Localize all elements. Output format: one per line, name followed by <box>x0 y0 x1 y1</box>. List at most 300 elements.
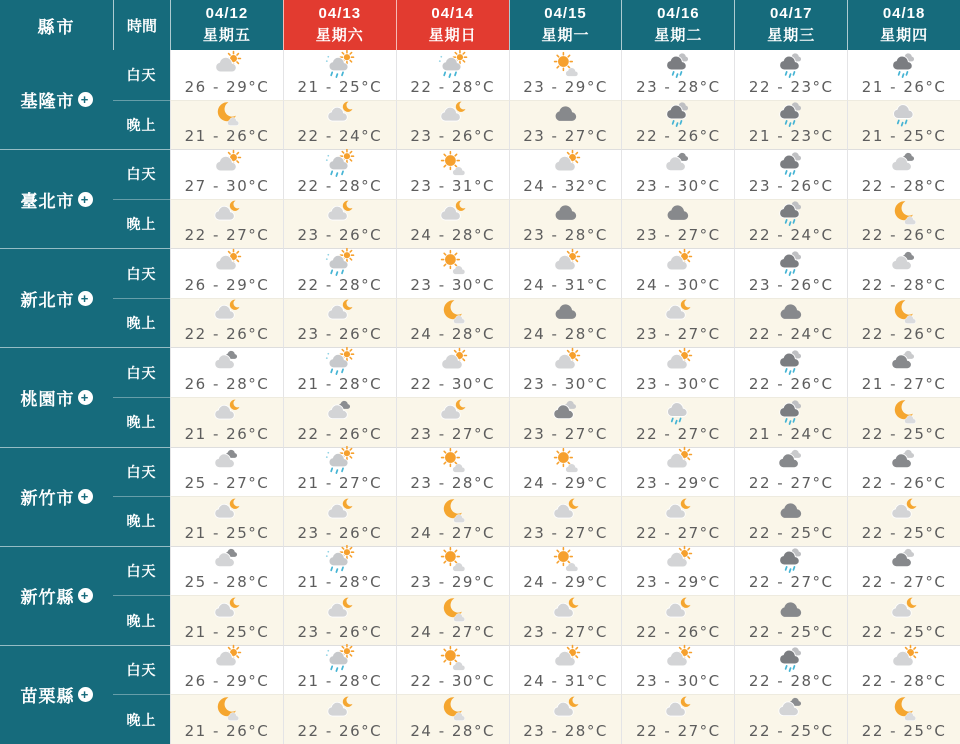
forecast-cell-04-14-night <box>396 298 509 348</box>
forecast-cell-04-13-day <box>283 447 396 497</box>
mostly-cloudy-icon <box>322 399 358 425</box>
weather-icon-wrap <box>660 498 696 524</box>
forecast-cell-04-12-night <box>170 397 283 447</box>
date-column-header-04-17 <box>734 0 847 50</box>
sun-shower-icon <box>322 547 358 573</box>
temperature-range: 26 - 28°C <box>184 375 270 393</box>
forecast-cell-04-18-night <box>847 199 960 249</box>
forecast-cell-04-16-day <box>621 50 734 100</box>
temperature-range: 24 - 28°C <box>410 325 495 344</box>
forecast-cell-04-15-day <box>509 248 622 298</box>
temperature-range: 23 - 30°C <box>636 672 721 691</box>
temperature-range: 22 - 24°C <box>748 226 834 245</box>
temperature-range: 22 - 28°C <box>861 672 947 691</box>
forecast-cell-04-14-day <box>396 149 509 199</box>
temperature-range: 24 - 32°C <box>523 176 608 195</box>
expand-city-icon[interactable]: + <box>78 291 93 306</box>
partly-cloudy-night-icon <box>886 498 922 524</box>
weather-icon-wrap <box>773 448 809 474</box>
temperature-range: 22 - 27°C <box>748 573 834 592</box>
temperature-range: 21 - 28°C <box>297 672 383 691</box>
temperature-range: 22 - 26°C <box>636 127 721 146</box>
temperature-range: 23 - 27°C <box>523 424 608 443</box>
city-row-新竹縣 <box>0 546 960 645</box>
forecast-cell-04-13-day <box>283 347 396 397</box>
partly-cloudy-day-icon <box>548 151 584 177</box>
date-column-header-04-16 <box>621 0 734 50</box>
header-date-label: 04/13 <box>318 5 362 23</box>
weather-icon-wrap <box>886 299 922 325</box>
forecast-cell-04-16-day <box>621 546 734 596</box>
temperature-range: 23 - 26°C <box>297 622 383 641</box>
partly-cloudy-night-icon <box>548 498 584 524</box>
forecast-cell-04-16-night <box>621 199 734 249</box>
forecast-cell-04-15-day <box>509 50 622 100</box>
time-column-header: 時間 <box>113 0 170 50</box>
temperature-range: 24 - 28°C <box>410 226 495 245</box>
forecast-cell-04-13-day <box>283 50 396 100</box>
city-name: 基隆市 <box>20 92 75 112</box>
city-name: 新北市 <box>20 290 75 310</box>
partly-cloudy-day-icon <box>660 349 696 375</box>
temperature-range: 23 - 29°C <box>523 77 608 96</box>
city-forecast-rows <box>113 447 960 546</box>
temperature-range: 26 - 29°C <box>184 275 270 294</box>
day-label-cell: 白天 <box>113 546 170 596</box>
forecast-cell-04-16-night <box>621 397 734 447</box>
mostly-clear-night-icon <box>209 101 245 127</box>
forecast-cell-04-12-night <box>170 595 283 645</box>
cloudy-icon <box>773 498 809 524</box>
city-row-桃園市 <box>0 347 960 446</box>
weather-icon-wrap <box>209 200 245 226</box>
weather-icon-wrap <box>886 200 922 226</box>
weather-icon-wrap <box>209 101 245 127</box>
temperature-range: 23 - 28°C <box>636 77 721 96</box>
temperature-range: 22 - 30°C <box>410 672 495 691</box>
forecast-cell-04-17-night <box>734 595 847 645</box>
temperature-range: 22 - 25°C <box>861 424 947 443</box>
day-label-cell: 白天 <box>113 447 170 497</box>
weather-icon-wrap <box>886 646 922 672</box>
sun-shower-icon <box>322 250 358 276</box>
sun-shower-icon <box>322 448 358 474</box>
mostly-cloudy-dark-icon <box>886 547 922 573</box>
forecast-cell-04-12-night <box>170 199 283 249</box>
date-column-header-04-15 <box>509 0 622 50</box>
partly-cloudy-night-icon <box>548 696 584 722</box>
weather-icon-wrap <box>322 498 358 524</box>
weather-icon-wrap <box>435 151 471 177</box>
temperature-range: 24 - 27°C <box>410 523 495 542</box>
rain-icon <box>773 151 809 177</box>
forecast-cell-04-18-day <box>847 645 960 695</box>
temperature-range: 22 - 23°C <box>748 77 834 96</box>
mostly-cloudy-dark-icon <box>886 349 922 375</box>
temperature-range: 22 - 24°C <box>748 325 834 344</box>
forecast-cell-04-15-night <box>509 199 622 249</box>
weather-icon-wrap <box>435 399 471 425</box>
mostly-clear-night-icon <box>435 299 471 325</box>
weather-icon-wrap <box>435 646 471 672</box>
weather-icon-wrap <box>209 299 245 325</box>
weather-icon-wrap <box>886 151 922 177</box>
temperature-range: 22 - 24°C <box>297 127 383 146</box>
sun-shower-icon <box>322 646 358 672</box>
temperature-range: 22 - 28°C <box>748 672 834 691</box>
temperature-range: 23 - 26°C <box>297 523 383 542</box>
night-row <box>113 595 960 645</box>
forecast-cell-04-18-day <box>847 447 960 497</box>
mostly-cloudy-dark-icon <box>773 448 809 474</box>
weather-icon-wrap <box>209 52 245 78</box>
partly-cloudy-night-icon <box>660 696 696 722</box>
forecast-cell-04-18-day <box>847 347 960 397</box>
forecast-cell-04-14-night <box>396 595 509 645</box>
mostly-cloudy-icon <box>886 250 922 276</box>
table-header <box>0 0 960 50</box>
forecast-cell-04-14-day <box>396 645 509 695</box>
weather-icon-wrap <box>435 52 471 78</box>
forecast-cell-04-13-night <box>283 397 396 447</box>
temperature-range: 24 - 29°C <box>523 474 608 493</box>
temperature-range: 21 - 27°C <box>861 375 947 393</box>
rain-icon <box>773 646 809 672</box>
mostly-clear-night-icon <box>886 399 922 425</box>
weather-icon-wrap <box>886 101 922 127</box>
forecast-cell-04-14-day <box>396 546 509 596</box>
temperature-range: 23 - 26°C <box>748 176 834 195</box>
temperature-range: 22 - 25°C <box>861 622 947 641</box>
weather-icon-wrap <box>548 646 584 672</box>
partly-cloudy-night-icon <box>435 399 471 425</box>
weather-icon-wrap <box>209 498 245 524</box>
temperature-range: 23 - 30°C <box>636 375 721 393</box>
forecast-cell-04-18-day <box>847 50 960 100</box>
partly-cloudy-night-icon <box>660 299 696 325</box>
weather-icon-wrap <box>886 597 922 623</box>
mostly-sunny-icon <box>435 250 471 276</box>
weather-icon-wrap <box>660 349 696 375</box>
weather-icon-wrap <box>773 151 809 177</box>
forecast-cell-04-12-day <box>170 645 283 695</box>
weather-icon-wrap <box>660 696 696 722</box>
temperature-range: 22 - 30°C <box>410 375 495 393</box>
weather-icon-wrap <box>322 52 358 78</box>
forecast-cell-04-12-night <box>170 100 283 150</box>
rain-icon <box>660 101 696 127</box>
forecast-cell-04-16-night <box>621 694 734 744</box>
light-rain-icon <box>886 101 922 127</box>
temperature-range: 23 - 29°C <box>636 474 721 493</box>
weather-icon-wrap <box>660 200 696 226</box>
partly-cloudy-night-icon <box>660 498 696 524</box>
partly-cloudy-night-icon <box>209 399 245 425</box>
weather-icon-wrap <box>435 200 471 226</box>
weather-icon-wrap <box>660 597 696 623</box>
partly-cloudy-night-icon <box>660 597 696 623</box>
forecast-cell-04-17-night <box>734 100 847 150</box>
forecast-cell-04-13-night <box>283 199 396 249</box>
date-column-header-04-18 <box>847 0 960 50</box>
mostly-cloudy-icon <box>209 349 245 375</box>
cloudy-icon <box>773 597 809 623</box>
sun-shower-icon <box>322 52 358 78</box>
weather-icon-wrap <box>886 52 922 78</box>
weather-icon-wrap <box>548 597 584 623</box>
temperature-range: 21 - 23°C <box>748 127 834 146</box>
cloudy-icon <box>773 299 809 325</box>
temperature-range: 23 - 26°C <box>297 226 383 245</box>
city-forecast-rows <box>113 645 960 744</box>
temperature-range: 23 - 30°C <box>636 176 721 195</box>
city-row-新竹市 <box>0 447 960 546</box>
temperature-range: 23 - 27°C <box>523 127 608 146</box>
forecast-cell-04-12-night <box>170 694 283 744</box>
forecast-cell-04-15-day <box>509 645 622 695</box>
forecast-cell-04-13-day <box>283 248 396 298</box>
city-cell-桃園市[interactable] <box>0 347 113 446</box>
header-weekday-label: 星期二 <box>654 27 703 44</box>
expand-city-icon[interactable]: + <box>78 588 93 603</box>
temperature-range: 21 - 26°C <box>861 77 947 96</box>
temperature-range: 24 - 31°C <box>523 672 608 691</box>
forecast-cell-04-15-night <box>509 496 622 546</box>
weather-icon-wrap <box>773 250 809 276</box>
temperature-range: 23 - 29°C <box>410 573 495 592</box>
forecast-cell-04-14-night <box>396 496 509 546</box>
weather-icon-wrap <box>435 597 471 623</box>
night-label-cell: 晚上 <box>113 298 170 348</box>
night-row <box>113 199 960 249</box>
weather-icon-wrap <box>773 52 809 78</box>
city-name: 桃園市 <box>20 389 75 409</box>
weather-icon-wrap <box>209 151 245 177</box>
forecast-cell-04-17-night <box>734 298 847 348</box>
temperature-range: 23 - 27°C <box>636 325 721 344</box>
mostly-clear-night-icon <box>209 696 245 722</box>
temperature-range: 23 - 27°C <box>523 523 608 542</box>
rain-icon <box>773 101 809 127</box>
temperature-range: 24 - 28°C <box>410 722 495 740</box>
day-row <box>113 546 960 596</box>
mostly-sunny-icon <box>548 448 584 474</box>
partly-cloudy-night-icon <box>435 200 471 226</box>
weather-icon-wrap <box>322 299 358 325</box>
temperature-range: 23 - 26°C <box>410 127 495 146</box>
forecast-cell-04-12-day <box>170 546 283 596</box>
weather-icon-wrap <box>886 547 922 573</box>
sun-shower-icon <box>435 52 471 78</box>
weather-icon-wrap <box>773 696 809 722</box>
weather-icon-wrap <box>322 547 358 573</box>
mostly-clear-night-icon <box>886 696 922 722</box>
weather-icon-wrap <box>435 696 471 722</box>
partly-cloudy-night-icon <box>209 597 245 623</box>
rain-icon <box>773 547 809 573</box>
temperature-range: 21 - 28°C <box>297 573 383 592</box>
forecast-cell-04-16-night <box>621 100 734 150</box>
rain-icon <box>773 52 809 78</box>
mostly-cloudy-icon <box>209 547 245 573</box>
weather-icon-wrap <box>435 448 471 474</box>
forecast-cell-04-17-night <box>734 199 847 249</box>
forecast-cell-04-16-day <box>621 149 734 199</box>
rain-icon <box>773 200 809 226</box>
header-weekday-label: 星期三 <box>767 27 816 44</box>
mostly-sunny-icon <box>435 547 471 573</box>
city-cell-苗栗縣[interactable] <box>0 645 113 744</box>
sun-shower-icon <box>322 151 358 177</box>
mostly-cloudy-icon <box>209 448 245 474</box>
temperature-range: 22 - 26°C <box>748 375 834 393</box>
forecast-cell-04-13-night <box>283 595 396 645</box>
day-label-cell: 白天 <box>113 347 170 397</box>
header-weekday-label: 星期日 <box>428 27 477 44</box>
partly-cloudy-night-icon <box>209 498 245 524</box>
header-date-label: 04/12 <box>205 5 249 23</box>
weather-icon-wrap <box>209 646 245 672</box>
expand-city-icon[interactable]: + <box>78 687 93 702</box>
night-row <box>113 694 960 744</box>
city-forecast-rows <box>113 248 960 347</box>
city-row-新北市 <box>0 248 960 347</box>
forecast-cell-04-12-day <box>170 447 283 497</box>
city-cell-新竹縣[interactable] <box>0 546 113 645</box>
weather-icon-wrap <box>209 399 245 425</box>
forecast-cell-04-13-day <box>283 149 396 199</box>
expand-city-icon[interactable]: + <box>78 489 93 504</box>
partly-cloudy-day-icon <box>209 646 245 672</box>
forecast-cell-04-14-day <box>396 50 509 100</box>
forecast-cell-04-14-night <box>396 694 509 744</box>
weather-icon-wrap <box>660 547 696 573</box>
header-weekday-label: 星期六 <box>315 27 364 44</box>
city-name: 苗栗縣 <box>20 687 75 707</box>
expand-city-icon[interactable]: + <box>78 192 93 207</box>
forecast-cell-04-16-day <box>621 248 734 298</box>
partly-cloudy-day-icon <box>660 250 696 276</box>
cloudy-icon <box>548 299 584 325</box>
partly-cloudy-night-icon <box>322 299 358 325</box>
forecast-cell-04-12-day <box>170 248 283 298</box>
temperature-range: 22 - 26°C <box>636 622 721 641</box>
forecast-cell-04-13-night <box>283 496 396 546</box>
mostly-clear-night-icon <box>435 696 471 722</box>
forecast-cell-04-16-day <box>621 645 734 695</box>
weather-icon-wrap <box>660 250 696 276</box>
night-label-cell: 晚上 <box>113 199 170 249</box>
forecast-cell-04-17-day <box>734 50 847 100</box>
temperature-range: 22 - 27°C <box>184 226 270 245</box>
rain-icon <box>773 250 809 276</box>
forecast-cell-04-17-day <box>734 447 847 497</box>
forecast-cell-04-17-night <box>734 496 847 546</box>
weather-icon-wrap <box>548 52 584 78</box>
forecast-cell-04-16-day <box>621 447 734 497</box>
day-row <box>113 248 960 298</box>
city-cell-新北市[interactable] <box>0 248 113 347</box>
header-date-label: 04/14 <box>431 5 474 23</box>
temperature-range: 21 - 26°C <box>184 127 270 146</box>
temperature-range: 21 - 28°C <box>297 375 383 393</box>
weather-icon-wrap <box>322 646 358 672</box>
header-date-label: 04/17 <box>769 5 813 23</box>
mostly-sunny-icon <box>435 448 471 474</box>
day-label-cell: 白天 <box>113 645 170 695</box>
forecast-cell-04-18-night <box>847 496 960 546</box>
temperature-range: 22 - 27°C <box>748 474 834 493</box>
weather-icon-wrap <box>773 200 809 226</box>
city-cell-新竹市[interactable] <box>0 447 113 546</box>
night-label-cell: 晚上 <box>113 397 170 447</box>
weather-icon-wrap <box>322 448 358 474</box>
day-row <box>113 347 960 397</box>
day-row <box>113 447 960 497</box>
weather-icon-wrap <box>548 250 584 276</box>
weather-icon-wrap <box>548 349 584 375</box>
temperature-range: 22 - 28°C <box>861 275 947 294</box>
weather-icon-wrap <box>773 646 809 672</box>
forecast-cell-04-18-night <box>847 694 960 744</box>
city-cell-基隆市[interactable] <box>0 50 113 149</box>
temperature-range: 23 - 28°C <box>410 474 495 493</box>
partly-cloudy-night-icon <box>209 299 245 325</box>
weather-icon-wrap <box>322 696 358 722</box>
mostly-sunny-icon <box>548 547 584 573</box>
forecast-cell-04-18-night <box>847 298 960 348</box>
temperature-range: 22 - 28°C <box>861 176 947 195</box>
temperature-range: 21 - 24°C <box>748 424 834 443</box>
city-cell-臺北市[interactable] <box>0 149 113 248</box>
temperature-range: 23 - 26°C <box>297 325 383 344</box>
rain-icon <box>886 52 922 78</box>
forecast-cell-04-12-day <box>170 149 283 199</box>
expand-city-icon[interactable]: + <box>78 390 93 405</box>
sun-shower-icon <box>322 349 358 375</box>
mostly-cloudy-icon <box>886 151 922 177</box>
night-row <box>113 298 960 348</box>
weather-icon-wrap <box>209 448 245 474</box>
day-row <box>113 645 960 695</box>
forecast-cell-04-18-night <box>847 595 960 645</box>
weather-icon-wrap <box>660 646 696 672</box>
temperature-range: 22 - 28°C <box>297 275 383 294</box>
day-label-cell: 白天 <box>113 248 170 298</box>
night-row <box>113 100 960 150</box>
weather-icon-wrap <box>435 250 471 276</box>
expand-city-icon[interactable]: + <box>78 92 93 107</box>
forecast-cell-04-15-day <box>509 347 622 397</box>
weather-icon-wrap <box>548 299 584 325</box>
temperature-range: 23 - 28°C <box>523 722 608 740</box>
weather-icon-wrap <box>209 696 245 722</box>
temperature-range: 22 - 25°C <box>861 523 947 542</box>
mostly-clear-night-icon <box>435 597 471 623</box>
forecast-cell-04-12-night <box>170 298 283 348</box>
mostly-clear-night-icon <box>886 299 922 325</box>
mostly-cloudy-icon <box>660 151 696 177</box>
partly-cloudy-day-icon <box>209 52 245 78</box>
day-row <box>113 50 960 100</box>
temperature-range: 25 - 28°C <box>184 573 270 592</box>
date-column-header-04-14 <box>396 0 509 50</box>
forecast-cell-04-14-night <box>396 397 509 447</box>
weather-icon-wrap <box>322 597 358 623</box>
forecast-cell-04-14-night <box>396 199 509 249</box>
partly-cloudy-day-icon <box>886 646 922 672</box>
forecast-cell-04-13-night <box>283 694 396 744</box>
